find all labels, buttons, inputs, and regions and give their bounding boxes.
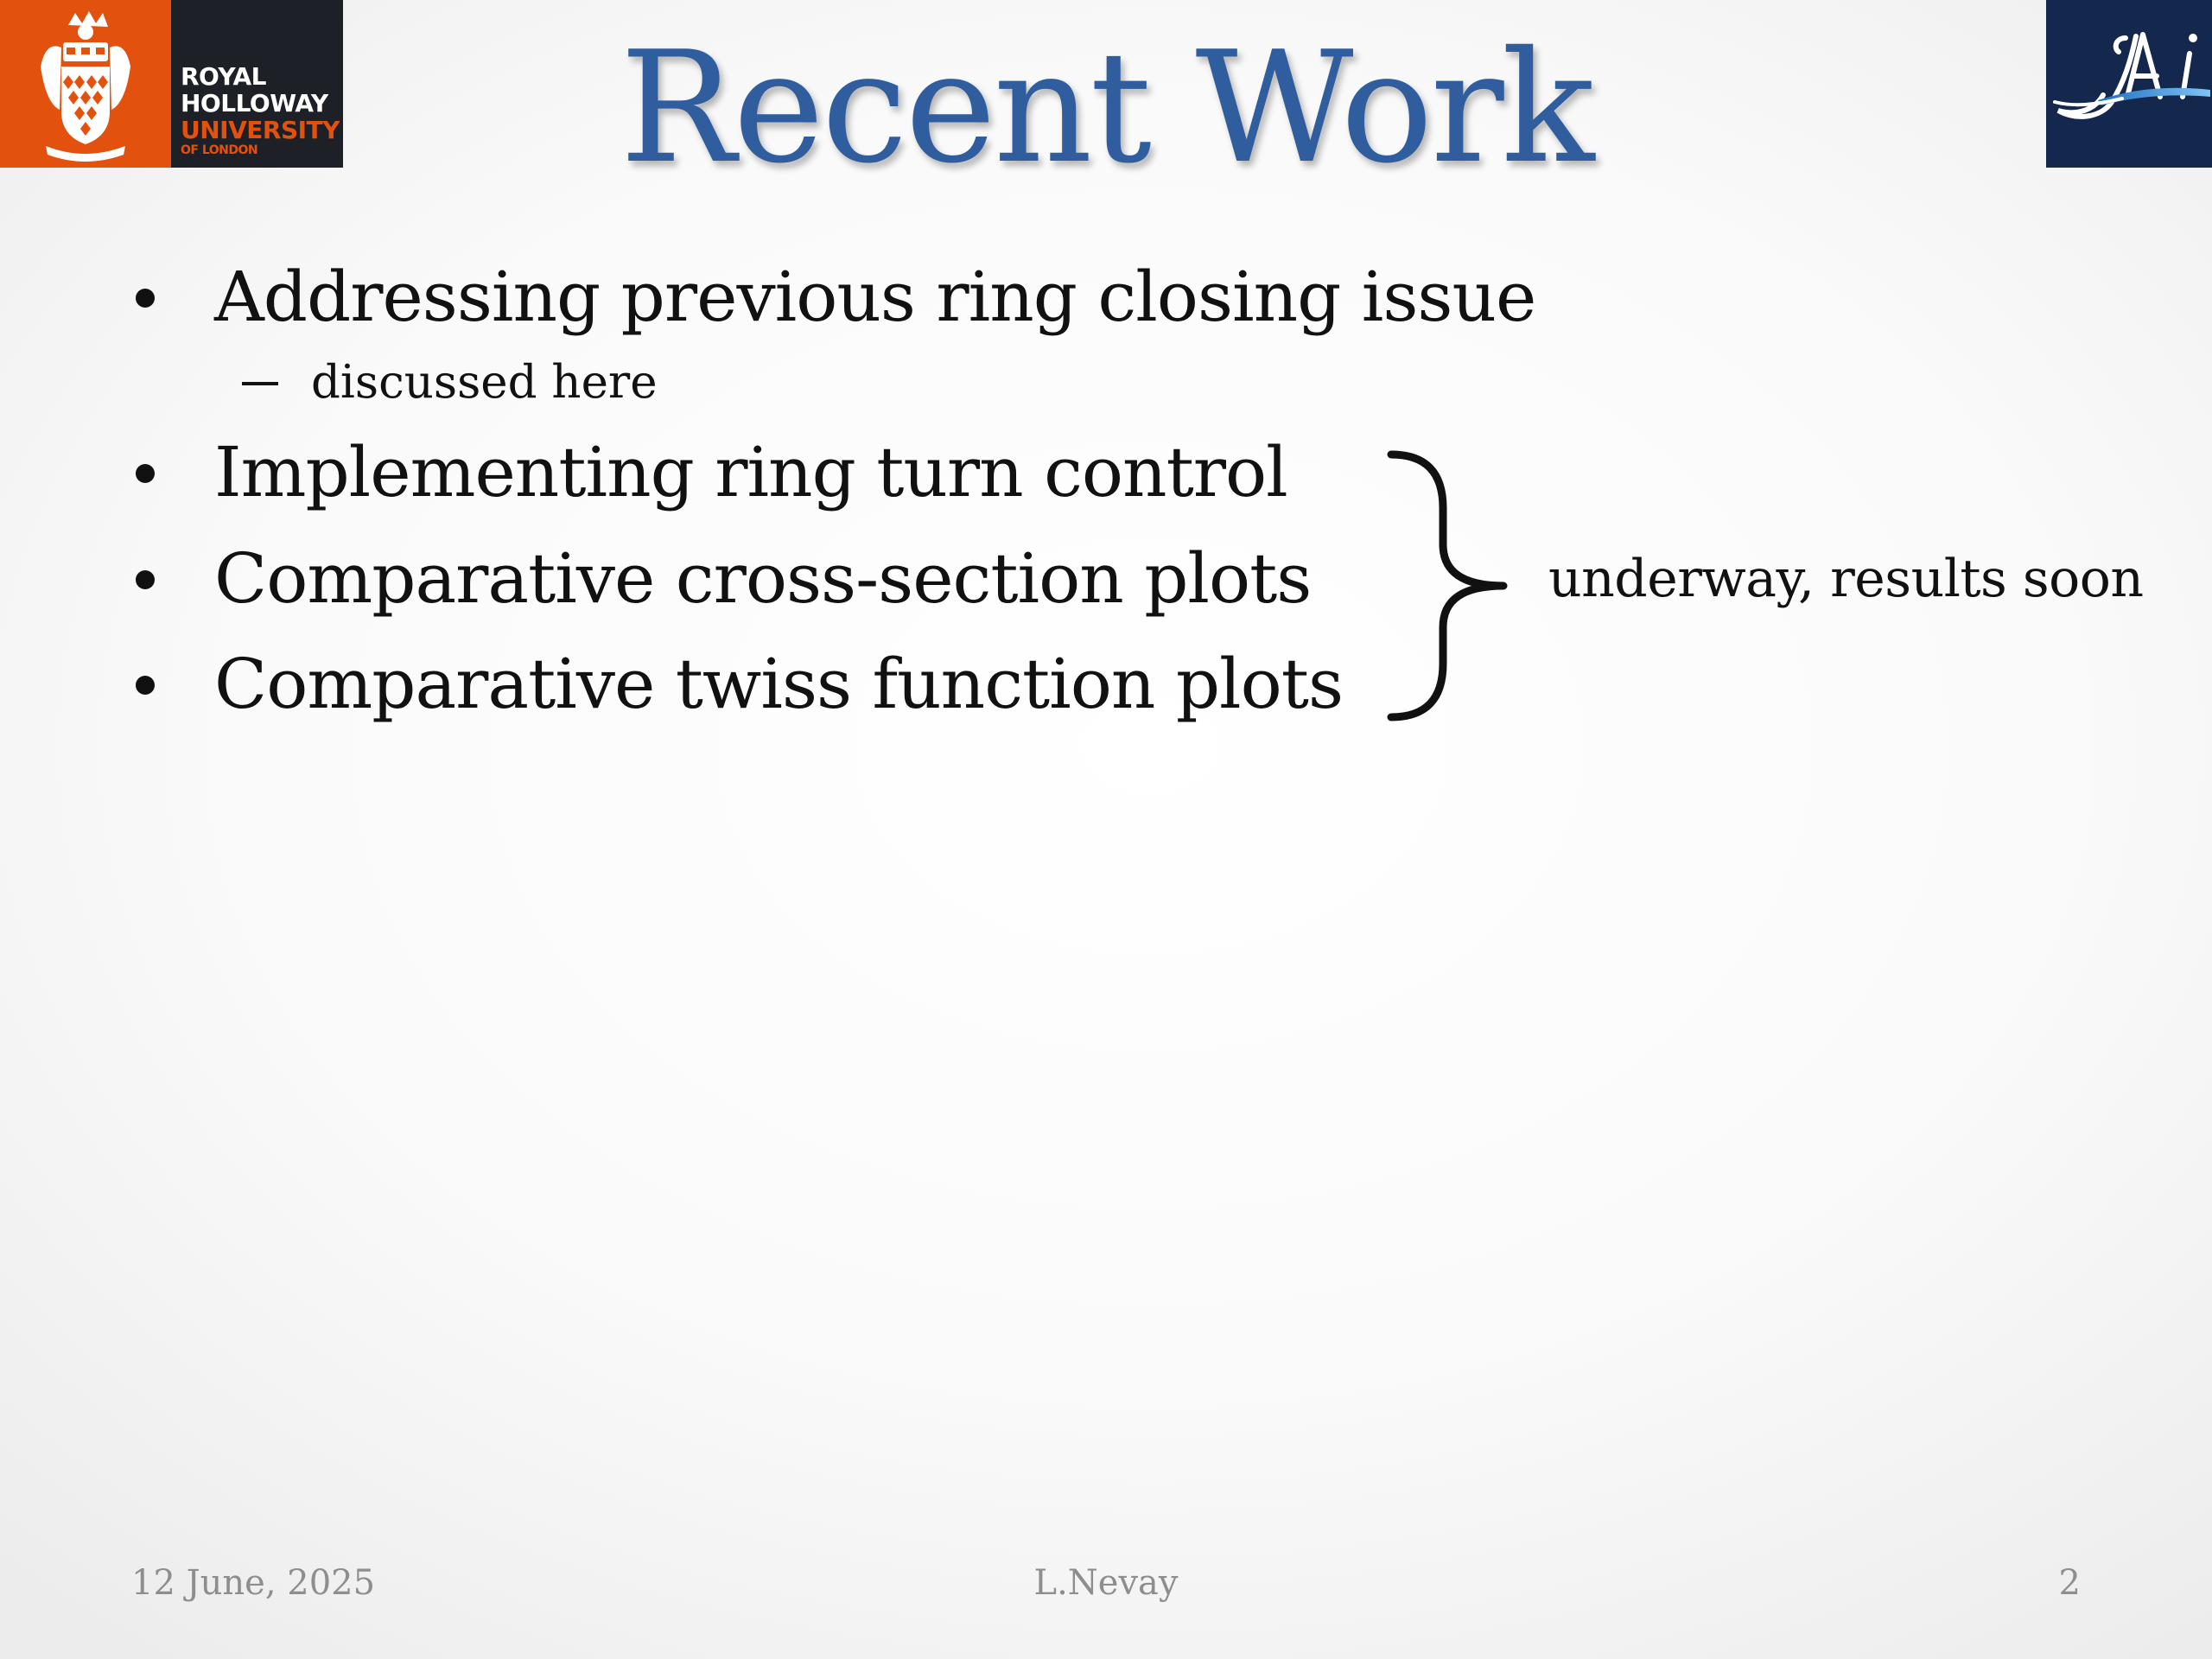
bullet-text: Implementing ring turn control <box>214 432 1287 512</box>
sub-bullet-text: discussed here <box>311 356 658 409</box>
rhul-wordmark-line2: HOLLOWAY <box>181 89 328 118</box>
sub-bullet-dash-icon <box>242 382 278 385</box>
bullet-dot-icon <box>136 289 155 308</box>
bullet-text: Comparative twiss function plots <box>214 644 1344 724</box>
bullet-dot-icon <box>136 676 155 695</box>
bullet-dot-icon <box>136 464 155 483</box>
footer-page-number: 2 <box>2058 1563 2081 1603</box>
bullet-text: Addressing previous ring closing issue <box>214 257 1536 337</box>
bullet-text: Comparative cross-section plots <box>214 538 1312 619</box>
bullet-dot-icon <box>136 570 155 589</box>
brace-annotation: underway, results soon <box>1548 549 2144 609</box>
rhul-wordmark-line1: ROYAL <box>181 62 266 91</box>
footer-date: 12 June, 2025 <box>131 1563 376 1603</box>
slide-title: Recent Work <box>620 18 1592 197</box>
rhul-wordmark-line3: UNIVERSITY <box>181 116 340 144</box>
rhul-wordmark-line4: OF LONDON <box>181 143 258 157</box>
curly-brace-icon <box>1382 448 1521 724</box>
footer-author: L.Nevay <box>1033 1563 1179 1603</box>
